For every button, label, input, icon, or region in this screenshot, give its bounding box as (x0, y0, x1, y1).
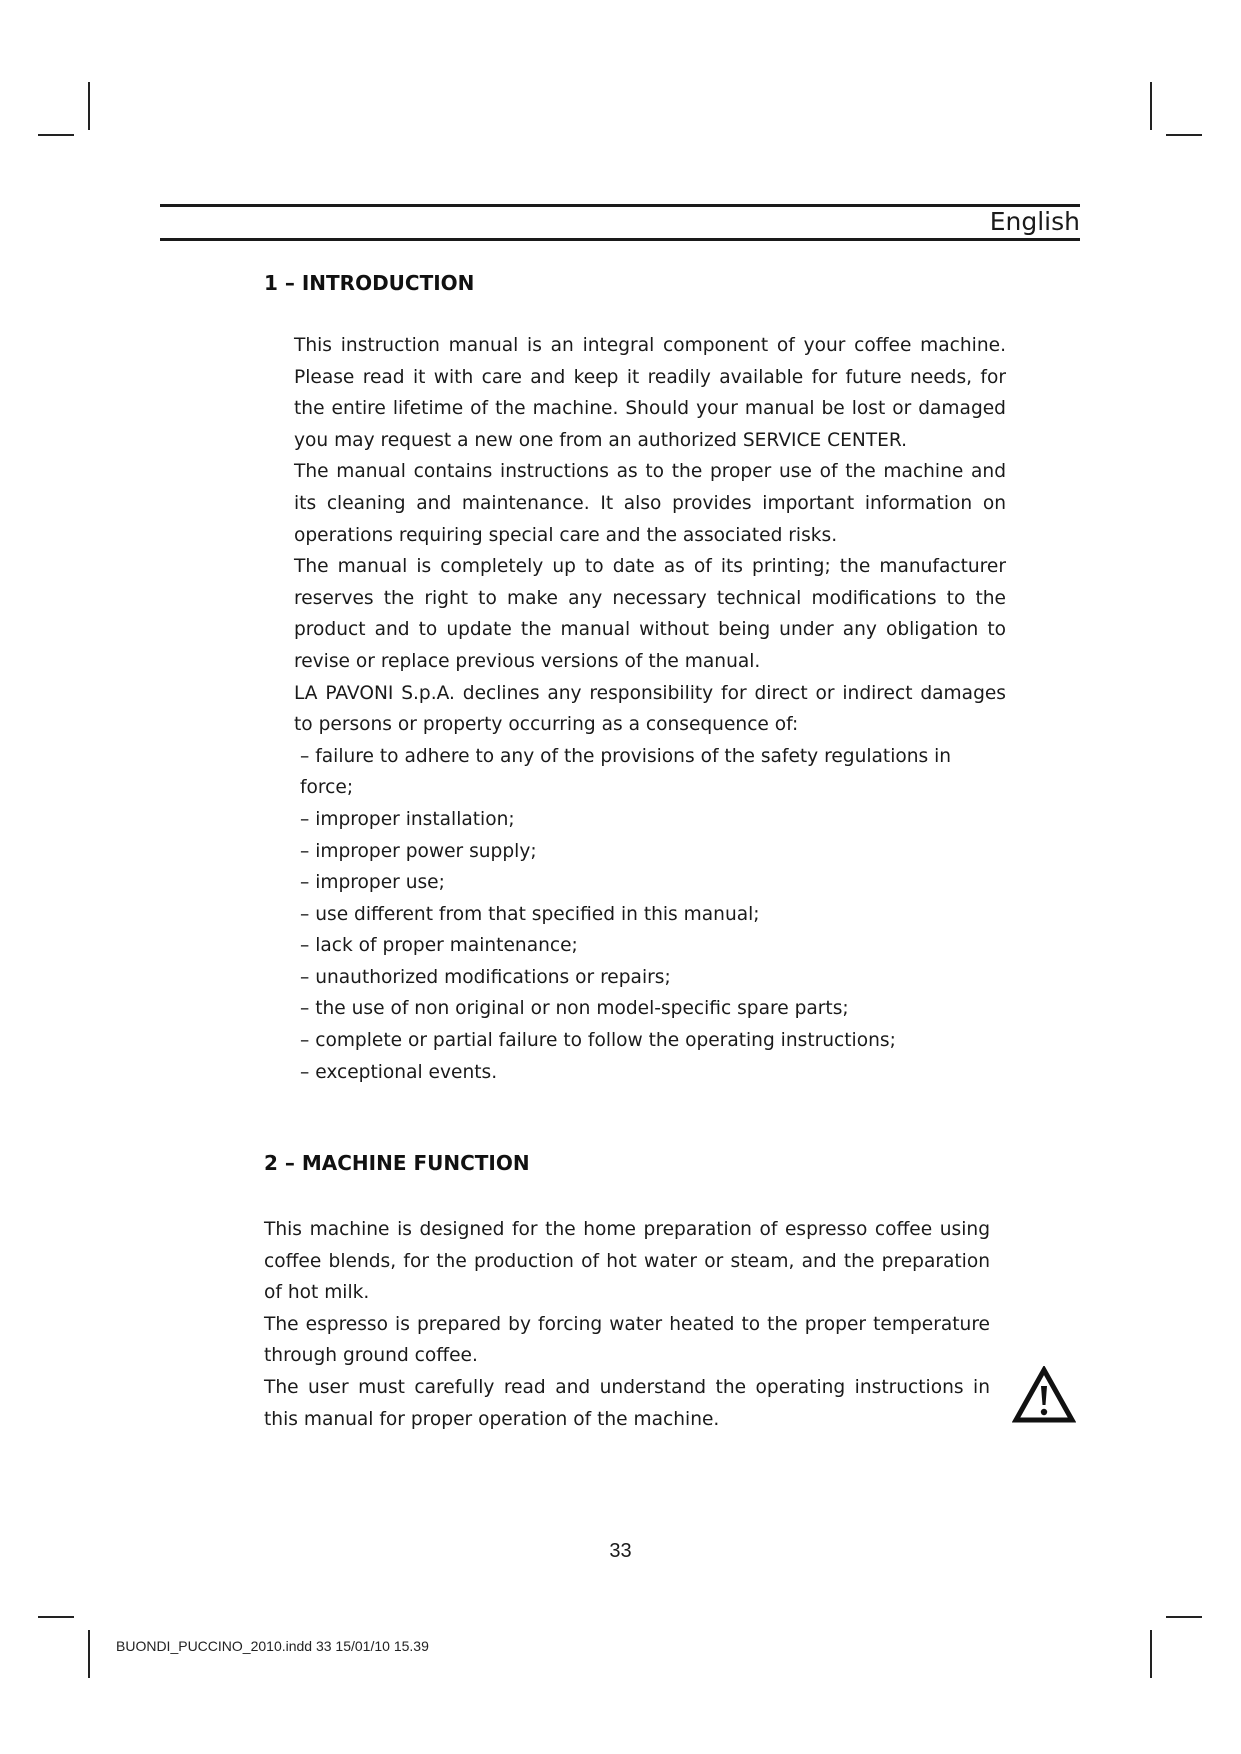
list-item: – improper installation; (300, 804, 1006, 836)
intro-paragraph: The manual is completely up to date as of its printing; the manufacturer reserves the right to make any necessary technical modifications to the product and to update the manual without being under any obligation to revise or replace previous versions of the manual. (294, 556, 1006, 672)
list-item: – improper use; (300, 867, 1006, 899)
list-item: – complete or partial failure to follow the operating instructions; (300, 1025, 1006, 1057)
crop-mark-bottom-left-horizontal (38, 1616, 74, 1618)
list-item: – unauthorized modifications or repairs; (300, 962, 1006, 994)
introduction-body (294, 330, 1006, 1088)
print-slug: BUONDI_PUCCINO_2010.indd 33 15/01/10 15.39 (116, 1638, 429, 1654)
list-item: – improper power supply; (300, 836, 1006, 868)
list-item: – the use of non original or non model-specific spare parts; (300, 993, 1006, 1025)
crop-mark-top-right-vertical (1150, 82, 1152, 130)
function-paragraph: The user must carefully read and understand the operating instructions in this manual for proper operation of the machine. (264, 1376, 990, 1430)
intro-paragraph: The manual contains instructions as to the proper use of the machine and its cleaning and maintenance. It also provides important information on operations requiring special care and the associated risks. (294, 461, 1006, 546)
page-number: 33 (609, 1540, 632, 1562)
machine-function-heading: 2 – MACHINE FUNCTION (264, 1151, 530, 1175)
crop-mark-bottom-right-horizontal (1166, 1616, 1202, 1618)
intro-paragraph: LA PAVONI S.p.A. declines any responsibility for direct or indirect damages to persons or property occurring as a consequence of: (294, 682, 1006, 736)
warning-triangle-icon (1012, 1366, 1076, 1424)
liability-causes-list (294, 741, 1006, 1089)
introduction-heading: 1 – INTRODUCTION (264, 271, 475, 295)
list-item: – lack of proper maintenance; (300, 930, 1006, 962)
crop-mark-bottom-left-vertical (88, 1630, 90, 1678)
crop-mark-top-right-horizontal (1166, 134, 1202, 136)
crop-mark-bottom-right-vertical (1150, 1630, 1152, 1678)
list-item: – exceptional events. (300, 1057, 1006, 1089)
function-paragraph: The espresso is prepared by forcing water heated to the proper temperature through ground coffee. (264, 1313, 990, 1367)
language-label: English (989, 207, 1080, 236)
intro-paragraph: This instruction manual is an integral component of your coffee machine. Please read it with care and keep it readily available for future needs, for the entire lifetime of the machine. Should your manual be lost or damaged you may request a new one from an authorized SERVICE CENTER. (294, 335, 1006, 451)
crop-mark-top-left-horizontal (38, 134, 74, 136)
list-item: – use different from that specified in this manual; (300, 899, 1006, 931)
function-paragraph: This machine is designed for the home preparation of espresso coffee using coffee blends, for the production of hot water or steam, and the preparation of hot milk. (264, 1219, 990, 1304)
list-item: – failure to adhere to any of the provisions of the safety regulations in force; (300, 741, 1006, 804)
header-rule-top (160, 204, 1080, 207)
machine-function-body (264, 1214, 990, 1435)
header-rule-bottom (160, 238, 1080, 241)
crop-mark-top-left-vertical (88, 82, 90, 130)
